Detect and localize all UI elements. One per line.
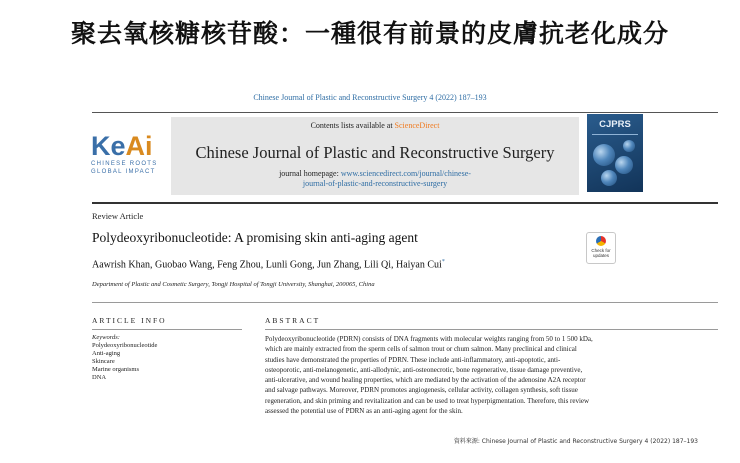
- article-info-rule: [92, 329, 242, 330]
- badge-line-2: updates: [592, 253, 609, 258]
- cover-cell-graphic: [623, 140, 635, 152]
- keyword: Marine organisms: [92, 366, 139, 373]
- article-info-heading: ARTICLE INFO: [92, 316, 167, 325]
- homepage-link-1[interactable]: www.sciencedirect.com/journal/chinese-: [340, 169, 471, 178]
- homepage-prefix: journal homepage:: [279, 169, 341, 178]
- affiliation: Department of Plastic and Cosmetic Surgery, Tongji Hospital of Tongji University, Shanghai, 200065, China: [92, 281, 375, 288]
- logo-tagline-1: CHINESE ROOTS: [91, 161, 158, 167]
- abstract-line: studies have demonstrated the properties of PDRN. These include anti-inflammatory, anti-apoptotic, anti-: [265, 355, 561, 364]
- abstract-line: regeneration, and skin priming and revitalization and can be used to treat hyperpigmentation. Therefore, this review: [265, 396, 590, 405]
- journal-cover-image[interactable]: [587, 114, 643, 192]
- contents-prefix: Contents lists available at: [310, 121, 395, 130]
- source-note: 資料來源: Chinese Journal of Plastic and Reconstructive Surgery 4 (2022) 187–193: [453, 438, 698, 445]
- keyword: Skincare: [92, 358, 115, 365]
- author-list: [92, 259, 445, 270]
- abstract-line: which are mainly extracted from the sperm cells of salmon trout or chum salmon. Many preclinical and clinical: [265, 345, 577, 354]
- keyword: DNA: [92, 374, 107, 381]
- header-rule: [92, 112, 718, 113]
- badge-line-1: Check for: [591, 248, 611, 253]
- cover-title: CJPRS: [599, 119, 631, 130]
- keywords-heading: Keywords:: [92, 334, 120, 341]
- crossmark-icon: [596, 236, 606, 246]
- journal-homepage: [171, 169, 579, 189]
- logo-tagline-2: GLOBAL IMPACT: [91, 169, 156, 175]
- badge-text: [587, 248, 615, 258]
- cover-divider: [592, 134, 638, 135]
- logo-text-ke: Ke: [91, 131, 126, 161]
- abstract-line: assessed the potential use of PDRN as an anti-aging agent for the skin.: [265, 407, 463, 416]
- journal-citation[interactable]: Chinese Journal of Plastic and Reconstructive Surgery 4 (2022) 187–193: [253, 93, 487, 102]
- logo-text-ai: Ai: [125, 131, 153, 161]
- slide-title: 聚去氧核糖核苷酸：一種很有前景的皮膚抗老化成分: [70, 19, 669, 48]
- cover-cell-graphic: [601, 170, 617, 186]
- abstract-line: osteoporotic, anti-melanogenetic, anti-allodynic, anti-osteonecrotic, bone regenerative, tissue damage preventive,: [265, 365, 583, 374]
- keywords-block: [92, 334, 157, 382]
- homepage-link-2[interactable]: journal-of-plastic-and-reconstructive-surgery: [302, 179, 448, 188]
- abstract-line: anti-ulcerative, and wound healing properties, which are mediated by the activation of the adenosine A2A receptor: [265, 376, 586, 385]
- abstract-line: and salvage pathways. Moreover, PDRN promotes angiogenesis, cellular activity, collagen synthesis, soft tissue: [265, 386, 578, 395]
- article-type: Review Article: [92, 211, 144, 221]
- check-for-updates-badge[interactable]: [586, 232, 616, 264]
- contents-line: [171, 121, 579, 130]
- journal-header-box: [171, 117, 579, 195]
- section-divider: [92, 302, 718, 303]
- abstract-rule: [265, 329, 718, 330]
- abstract-line: Polydeoxyribonucleotide (PDRN) consists of DNA fragments with molecular weights ranging from 50 to 1 500 kDa,: [265, 335, 593, 343]
- keyword: Polydeoxyribonucleotide: [92, 342, 158, 349]
- keyword: Anti-aging: [92, 350, 121, 357]
- journal-name: Chinese Journal of Plastic and Reconstructive Surgery: [195, 143, 555, 162]
- paper-title: Polydeoxyribonucleotide: A promising skin anti-aging agent: [92, 230, 418, 245]
- abstract-heading: ABSTRACT: [265, 316, 321, 325]
- header-divider: [92, 202, 718, 204]
- cover-cell-graphic: [615, 156, 633, 174]
- corresponding-author-mark[interactable]: *: [441, 259, 445, 265]
- abstract-text: [265, 334, 695, 416]
- sciencedirect-link[interactable]: ScienceDirect: [394, 121, 440, 130]
- author-names: Aawrish Khan, Guobao Wang, Feng Zhou, Lunli Gong, Jun Zhang, Lili Qi, Haiyan Cui: [92, 259, 442, 271]
- keai-logo: [91, 133, 163, 176]
- cover-cell-graphic: [593, 144, 615, 166]
